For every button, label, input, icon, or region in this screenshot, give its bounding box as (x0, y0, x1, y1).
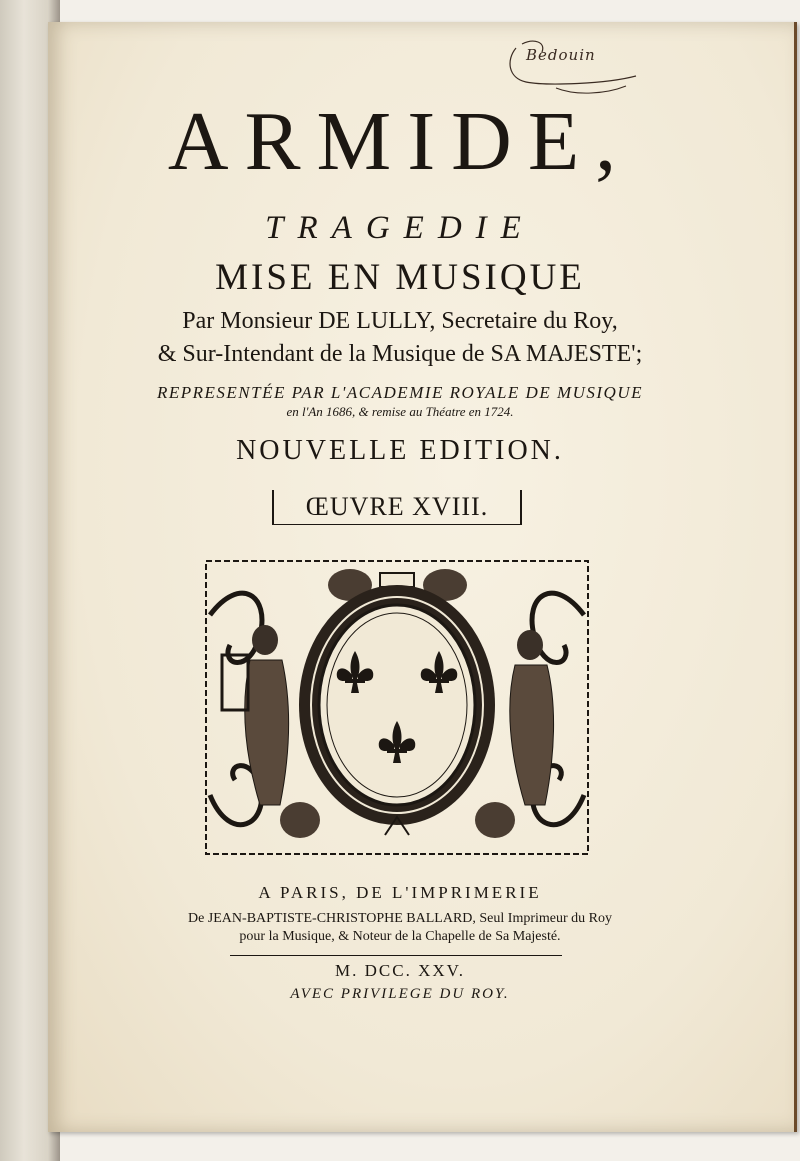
mise-en-musique: MISE EN MUSIQUE (215, 257, 585, 298)
divider (230, 955, 562, 956)
subtitle: TRAGEDIE (265, 210, 535, 246)
publication-date: M. DCC. XXV. (335, 961, 465, 980)
imprint-printer: De JEAN-BAPTISTE-CHRISTOPHE BALLARD, Seul Imprimeur du Roy (187, 911, 612, 926)
performance-dates: en l'An 1686, & remise au Théatre en 1724. (286, 404, 514, 419)
royal-coat-of-arms-fleur-de-lis-icon (200, 555, 594, 860)
signature-text: Bedouin (526, 46, 596, 64)
handwritten-signature (486, 30, 656, 100)
page-title: ARMIDE, (167, 95, 633, 188)
edition-line: NOUVELLE EDITION. (236, 435, 564, 466)
imprint-printer-role: pour la Musique, & Noteur de la Chapelle de Sa Majesté. (239, 929, 561, 944)
royal-privilege: AVEC PRIVILEGE DU ROY. (290, 986, 510, 1002)
performance-line: REPRESENTÉE PAR L'ACADEMIE ROYALE DE MUSIQUE (157, 383, 643, 402)
intendant-line: & Sur-Intendant de la Musique de SA MAJESTE'; (157, 341, 643, 367)
composer-line: Par Monsieur DE LULLY, Secretaire du Roy, (182, 308, 618, 334)
imprint-city: A PARIS, DE L'IMPRIMERIE (258, 883, 542, 902)
oeuvre-label: ŒUVRE XVIII. (272, 490, 522, 525)
